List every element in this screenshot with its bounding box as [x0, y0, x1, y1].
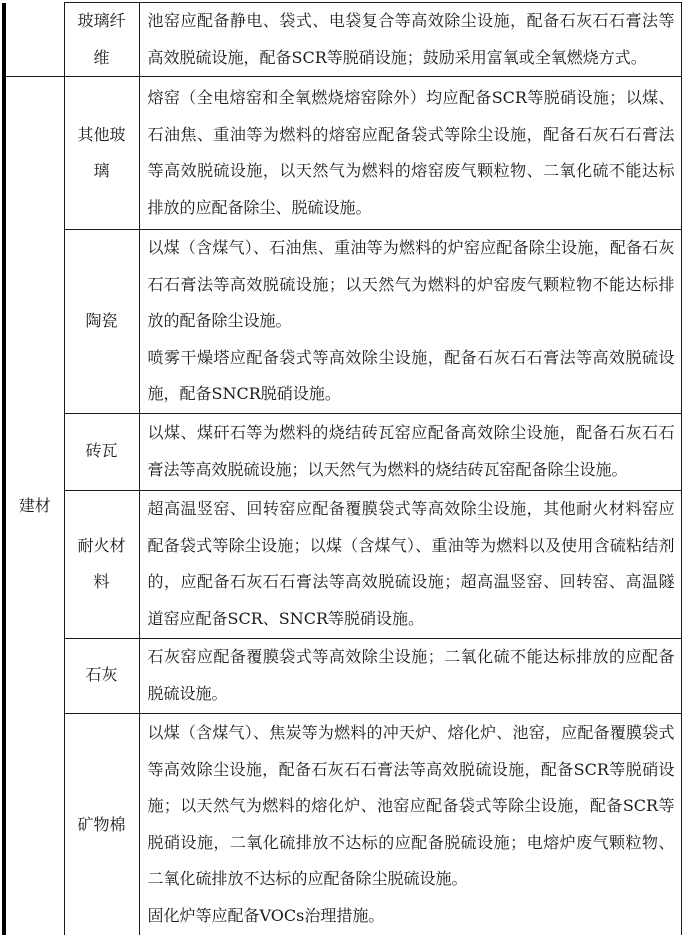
requirements-cell-ceramics: [139, 230, 681, 414]
requirements-cell-refractory-materials: [139, 490, 681, 638]
requirements-table: [2, 2, 682, 935]
requirement-paragraph: 石灰窑应配备覆膜袋式等高效除尘设施；二氧化硫不能达标排放的应配备脱硫设施。: [147, 647, 675, 703]
table-row: [4, 230, 681, 414]
requirement-paragraph: 喷雾干燥塔应配备袋式等高效除尘设施，配备石灰石石膏法等高效脱硫设施，配备SNCR脱硝设施。: [147, 347, 675, 403]
requirement-paragraph: 以煤、煤矸石等为燃料的烧结砖瓦窑应配备高效除尘设施，配备石灰石石膏法等高效脱硫设施；以天然气为燃料的烧结砖瓦窑配备除尘设施。: [147, 423, 675, 479]
subcategory-cell-refractory-materials: 耐火材料: [64, 490, 139, 638]
table-row: [4, 713, 681, 935]
requirement-paragraph: 熔窑（全电熔窑和全氧燃烧熔窑除外）均应配备SCR等脱硝设施；以煤、石油焦、重油等为燃料的熔窑应配备袋式等除尘设施，配备石灰石石膏法等高效脱硫设施，以天然气为燃料的熔窑废气颗粒物、二氧化硫不能达标排放的应配备除尘、脱硫设施。: [147, 88, 675, 217]
requirement-paragraph: 固化炉等应配备VOCs治理措施。: [147, 905, 385, 925]
table-row: [4, 413, 681, 490]
requirements-cell-brick-tile: [139, 413, 681, 490]
category-group-cell-previous: [4, 3, 64, 77]
subcategory-cell-lime: 石灰: [64, 638, 139, 713]
subcategory-cell-other-glass: 其他玻璃: [64, 77, 139, 230]
subcategory-cell-mineral-wool: 矿物棉: [64, 713, 139, 935]
requirement-paragraph: 以煤（含煤气）、焦炭等为燃料的冲天炉、熔化炉、池窑，应配备覆膜袋式等高效除尘设施，配备石灰石石膏法等高效脱硫设施，配备SCR等脱硝设施；以天然气为燃料的熔化炉、池窑应配备袋式等除尘设施，配备SCR等脱硝设施，二氧化硫排放不达标的应配备脱硫设施；电熔炉废气颗粒物、二氧化硫排放不达标的应配备除尘脱硫设施。: [147, 723, 675, 889]
category-group-cell-building-materials: 建材: [4, 77, 64, 935]
table-row: [4, 3, 681, 77]
requirements-cell-other-glass: [139, 77, 681, 230]
requirements-cell-mineral-wool: [139, 713, 681, 935]
table-row: [4, 77, 681, 230]
requirement-paragraph: 池窑应配备静电、袋式、电袋复合等高效除尘设施，配备石灰石石膏法等高效脱硫设施，配备SCR等脱硝设施；鼓励采用富氧或全氧燃烧方式。: [147, 11, 675, 67]
subcategory-cell-glass-fiber: 玻璃纤维: [64, 3, 139, 77]
subcategory-cell-ceramics: 陶瓷: [64, 230, 139, 414]
requirement-paragraph: 超高温竖窑、回转窑应配备覆膜袋式等高效除尘设施，其他耐火材料窑应配备袋式等除尘设施；以煤（含煤气）、重油等为燃料以及使用含硫粘结剂的，应配备石灰石石膏法等高效脱硫设施；超高温竖窑、回转窑、高温隧道窑应配备SCR、SNCR等脱硝设施。: [147, 499, 675, 628]
table-row: [4, 490, 681, 638]
table-row: [4, 638, 681, 713]
requirements-cell-glass-fiber: [139, 3, 681, 77]
subcategory-cell-brick-tile: 砖瓦: [64, 413, 139, 490]
requirements-cell-lime: [139, 638, 681, 713]
requirement-paragraph: 以煤（含煤气）、石油焦、重油等为燃料的炉窑应配备除尘设施，配备石灰石石膏法等高效脱硫设施；以天然气为燃料的炉窑废气颗粒物不能达标排放的配备除尘设施。: [147, 238, 675, 330]
